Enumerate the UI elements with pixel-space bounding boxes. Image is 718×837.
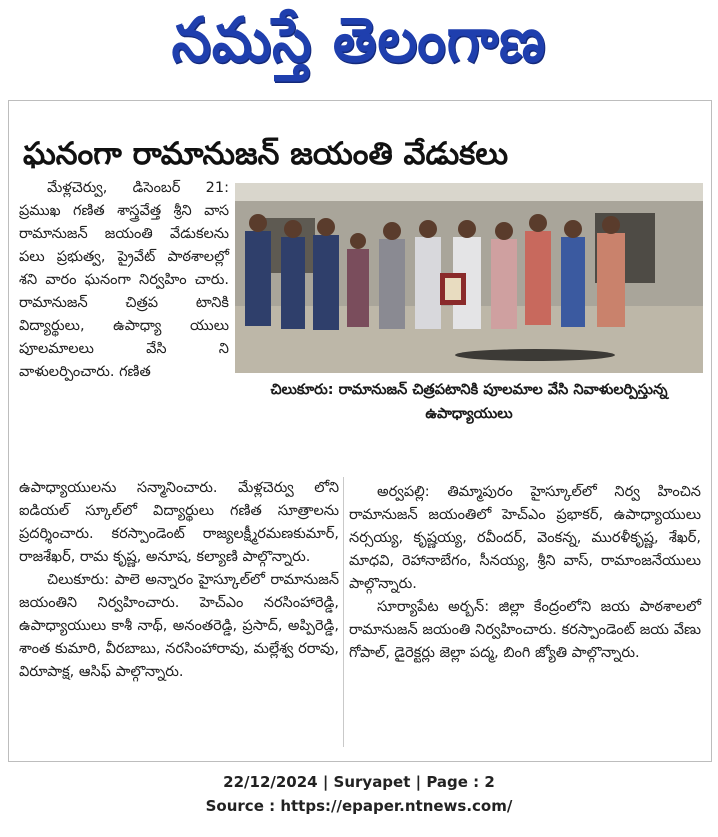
dateline: 22/12/2024 | Suryapet | Page : 2 <box>223 773 495 791</box>
newspaper-title: నమస్తే తెలంగాణ <box>171 4 547 77</box>
article-column-left-top <box>19 177 229 477</box>
page-footer <box>0 770 718 830</box>
teachers-group-photo <box>235 183 703 373</box>
article-headline: ఘనంగా రామానుజన్ జయంతి వేడుకలు <box>23 136 509 173</box>
source-link[interactable]: Source : https://epaper.ntnews.com/ <box>205 797 513 815</box>
article-paragraph-2: చిలుకూరు: పాలె అన్నారం హైస్కూల్‌లో రామానుజన్ జయంతిని నిర్వహించారు. హెచ్‌ఎం నరసింహారెడ్డి, ఉపాధ్యాయులు కాశీ నాథ్, అనంతరెడ్డి, ప్రసాద్, అప్పిరెడ్డి, శాంత కుమారి, వీరబాబు, నరసింహారావు, మల్లేశ్వ రరావు, విరూపాక్ష, ఆసిఫ్ పాల్గొన్నారు. <box>19 572 339 680</box>
article-column-right <box>349 481 701 751</box>
article-paragraph-1: మేళ్లచెర్వు, డిసెంబర్ 21: ప్రముఖ గణిత శాస్త్రవేత్త శ్రీని వాస రామానుజన్ జయంతి వేడుకలను పలు ప్రభుత్వ, ప్రైవేట్ పాఠశాలల్లో శని వారం ఘనంగా నిర్వహిం చారు. రామానుజన్ చిత్రప టానికి విద్యార్థులు, ఉపాధ్యా యులు పూలమాలలు వేసి ని వాళులర్పించారు. గణిత <box>19 180 229 380</box>
event-photo <box>235 183 703 373</box>
column-divider <box>343 477 344 747</box>
article-paragraph-1-continued: ఉపాధ్యాయులను సన్మానించారు. మేళ్లచెర్వు లోని ఐడియల్ స్కూల్‌లో విద్యార్థులు గణిత సూత్రాలను ప్రదర్శించారు. కరస్పాండెంట్ రాజ్యలక్ష్మీరమణకుమార్, రాజశేఖర్, రామ కృష్ణ, అనూష, కల్యాణి పాల్గొన్నారు. <box>19 480 339 565</box>
article-clipping <box>8 100 712 762</box>
masthead <box>0 0 718 96</box>
photo-caption: చిలుకూరు: రామానుజన్ చిత్రపటానికి పూలమాల వేసి నివాళులర్పిస్తున్న ఉపాధ్యాయులు <box>270 382 668 422</box>
article-paragraph-3: అర్వపల్లి: తిమ్మాపురం హైస్కూల్‌లో నిర్వ హించిన రామానుజన్ జయంతిలో హెచ్‌ఎం ప్రభాకర్, ఉపాధ్యాయులు నర్సయ్య, కృష్ణయ్య, రవీందర్, వెంకన్న, మురళీకృష్ణ, శేఖర్, మాధవి, రెహానాబేగం, సీనయ్య, శ్రీని వాస్, రామాంజనేయులు పాల్గొన్నారు. <box>349 484 701 592</box>
article-column-left <box>19 477 339 757</box>
article-paragraph-4: సూర్యాపేట అర్బన్: జిల్లా కేంద్రంలోని జయ పాఠశాలలో రామానుజన్ జయంతి నిర్వహించారు. కరస్పాండెంట్ జయ వేణు గోపాల్, డైరెక్టర్లు జెల్లా పద్మ, బింగి జ్యోతి పాల్గొన్నారు. <box>349 599 701 661</box>
